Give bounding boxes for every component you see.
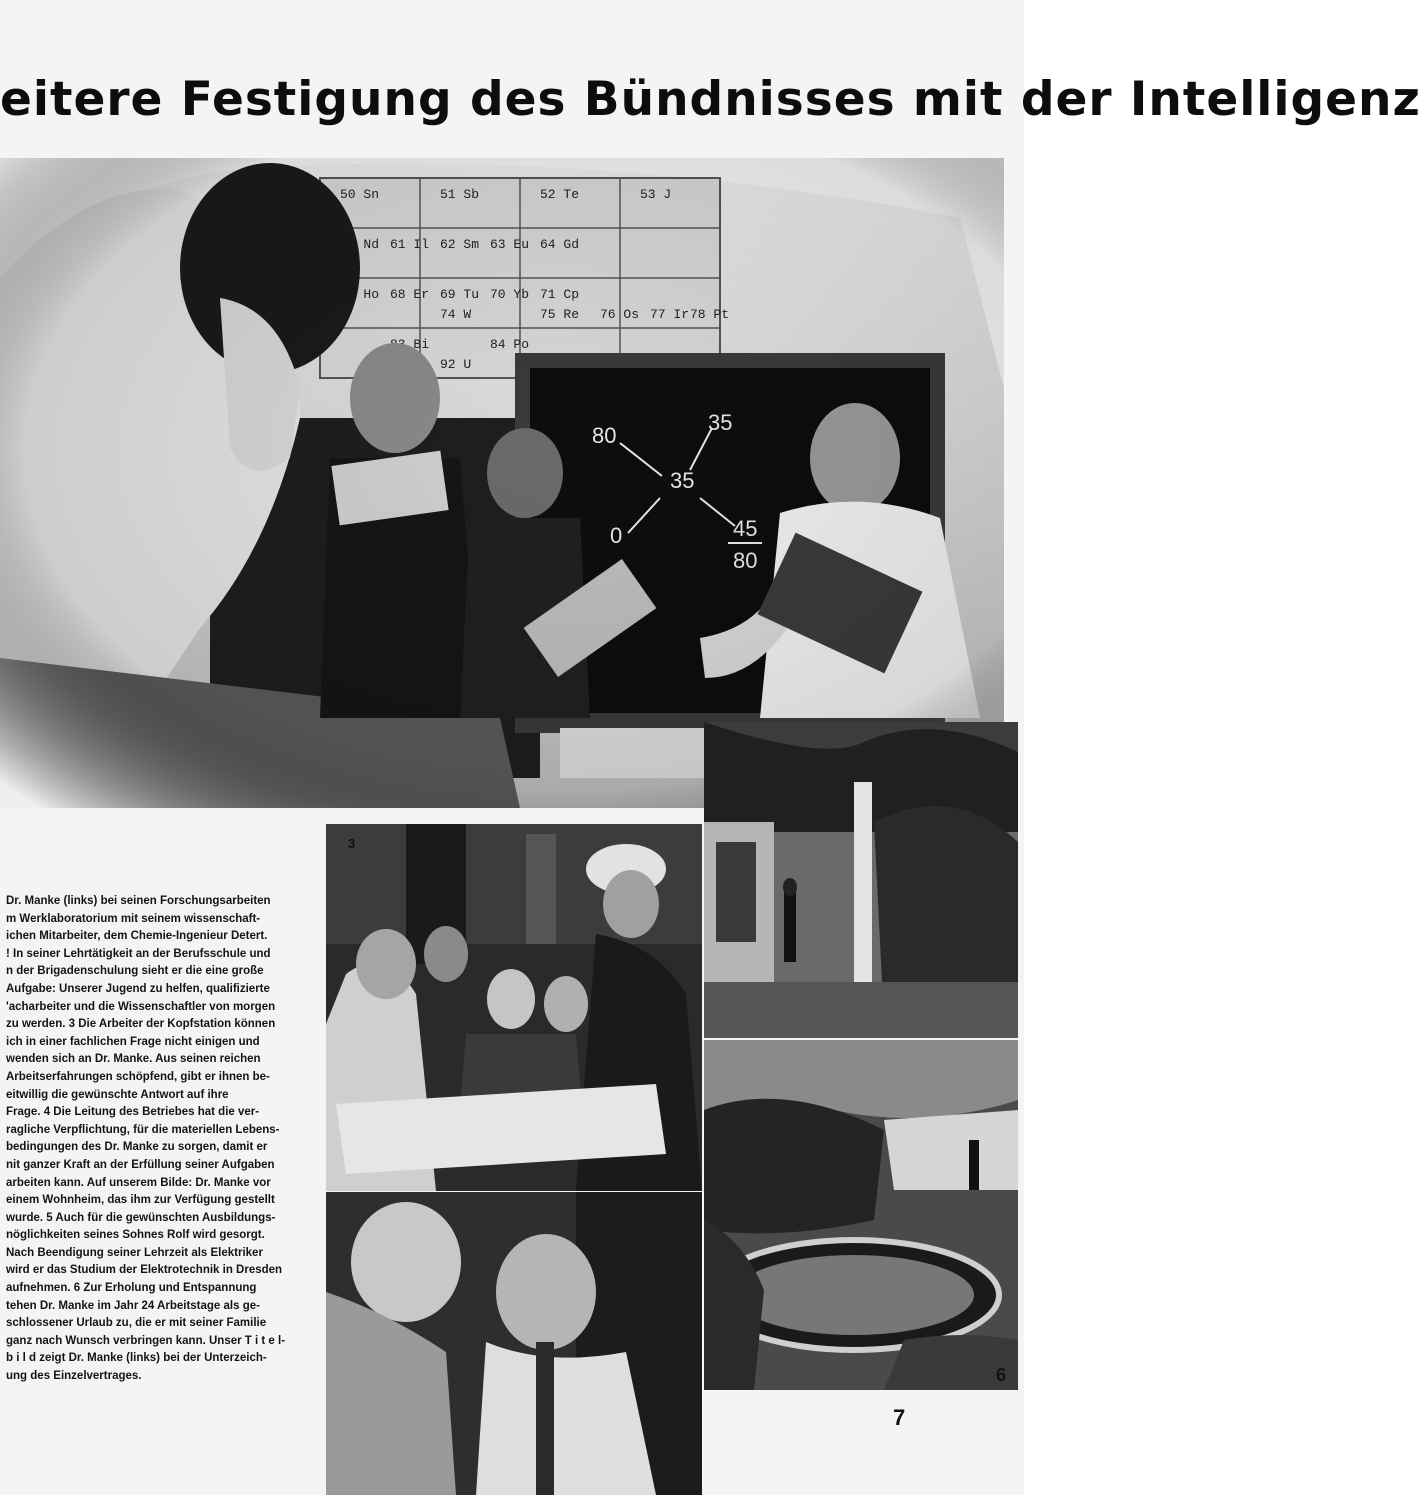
caption-line: n der Brigadenschulung sieht er die eine große: [6, 965, 264, 978]
caption-line: tehen Dr. Manke im Jahr 24 Arbeitstage als ge-: [6, 1299, 260, 1312]
caption-line: Aufgabe: Unserer Jugend zu helfen, qualifizierte: [6, 982, 270, 995]
caption-line: 'acharbeiter und die Wissenschaftler von morgen: [6, 1000, 276, 1013]
caption-line: nöglichkeiten seines Sohnes Rolf wird gesorgt.: [6, 1229, 265, 1242]
photo-residence-garden: [704, 722, 1018, 1038]
caption-line: wird er das Studium der Elektrotechnik in Dresden: [6, 1264, 283, 1277]
caption-line: ! In seiner Lehrtätigkeit an der Berufsschule und: [6, 947, 271, 960]
photo-laboratory-blackboard: [0, 158, 1004, 808]
photo-park-pond: [704, 1040, 1018, 1390]
caption-line: bedingungen des Dr. Manke zu sorgen, damit er: [6, 1141, 268, 1154]
page-number: 7: [893, 1405, 906, 1430]
photo-number-3: 3: [348, 836, 356, 851]
photo-residence-svg: [704, 722, 1018, 1038]
photo-workers-svg: [326, 824, 702, 1191]
caption-line: schlossener Urlaub zu, die er mit seiner Familie: [6, 1317, 267, 1330]
caption-line: aufnehmen. 6 Zur Erholung und Entspannung: [6, 1282, 257, 1295]
caption-line: einem Wohnheim, das ihm zur Verfügung gestellt: [6, 1194, 275, 1207]
caption-line: arbeiten kann. Auf unserem Bilde: Dr. Manke vor: [6, 1176, 271, 1189]
caption-line: wenden sich an Dr. Manke. Aus seinen reichen: [6, 1053, 261, 1066]
caption-line: Arbeitserfahrungen schöpfend, gibt er ihnen be-: [6, 1070, 270, 1083]
caption-line: ganz nach Wunsch verbringen kann. Unser T i t e l-: [6, 1334, 286, 1347]
photo-park-svg: [704, 1040, 1018, 1390]
caption-line: Dr. Manke (links) bei seinen Forschungsarbeiten: [6, 895, 271, 907]
caption-line: ich in einer fachlichen Frage nicht einigen und: [6, 1035, 260, 1048]
caption-line: nit ganzer Kraft an der Erfüllung seiner Aufgaben: [6, 1158, 275, 1171]
caption-text: [6, 893, 318, 1386]
caption-line: eitwillig die gewünschte Antwort auf ihre: [6, 1088, 229, 1101]
photo-laboratory-svg: [0, 158, 1004, 808]
caption-line: zu werden. 3 Die Arbeiter der Kopfstation können: [6, 1018, 276, 1031]
caption-line: Frage. 4 Die Leitung des Betriebes hat die ver-: [6, 1106, 260, 1119]
caption-line: ichen Mitarbeiter, dem Chemie-Ingenieur Detert.: [6, 930, 268, 943]
caption-line: Nach Beendigung seiner Lehrzeit als Elektriker: [6, 1246, 263, 1259]
caption-line: ragliche Verpflichtung, für die materiellen Lebens-: [6, 1123, 280, 1136]
photo-workers-discussion: [326, 824, 702, 1191]
caption-line: b i l d zeigt Dr. Manke (links) bei der Unterzeich-: [6, 1352, 267, 1365]
caption-line: m Werklaboratorium mit seinem wissenschaft-: [6, 912, 261, 925]
photo-father-and-son: [326, 1192, 702, 1495]
photo-number-6: 6: [996, 1365, 1007, 1385]
caption-line: ung des Einzelvertrages.: [6, 1370, 142, 1383]
caption-line: wurde. 5 Auch für die gewünschten Ausbildungs-: [6, 1211, 276, 1224]
photo-father-son-svg: [326, 1192, 702, 1495]
headline: eitere Festigung des Bündnisses mit der Intelligenz: [0, 72, 1421, 127]
